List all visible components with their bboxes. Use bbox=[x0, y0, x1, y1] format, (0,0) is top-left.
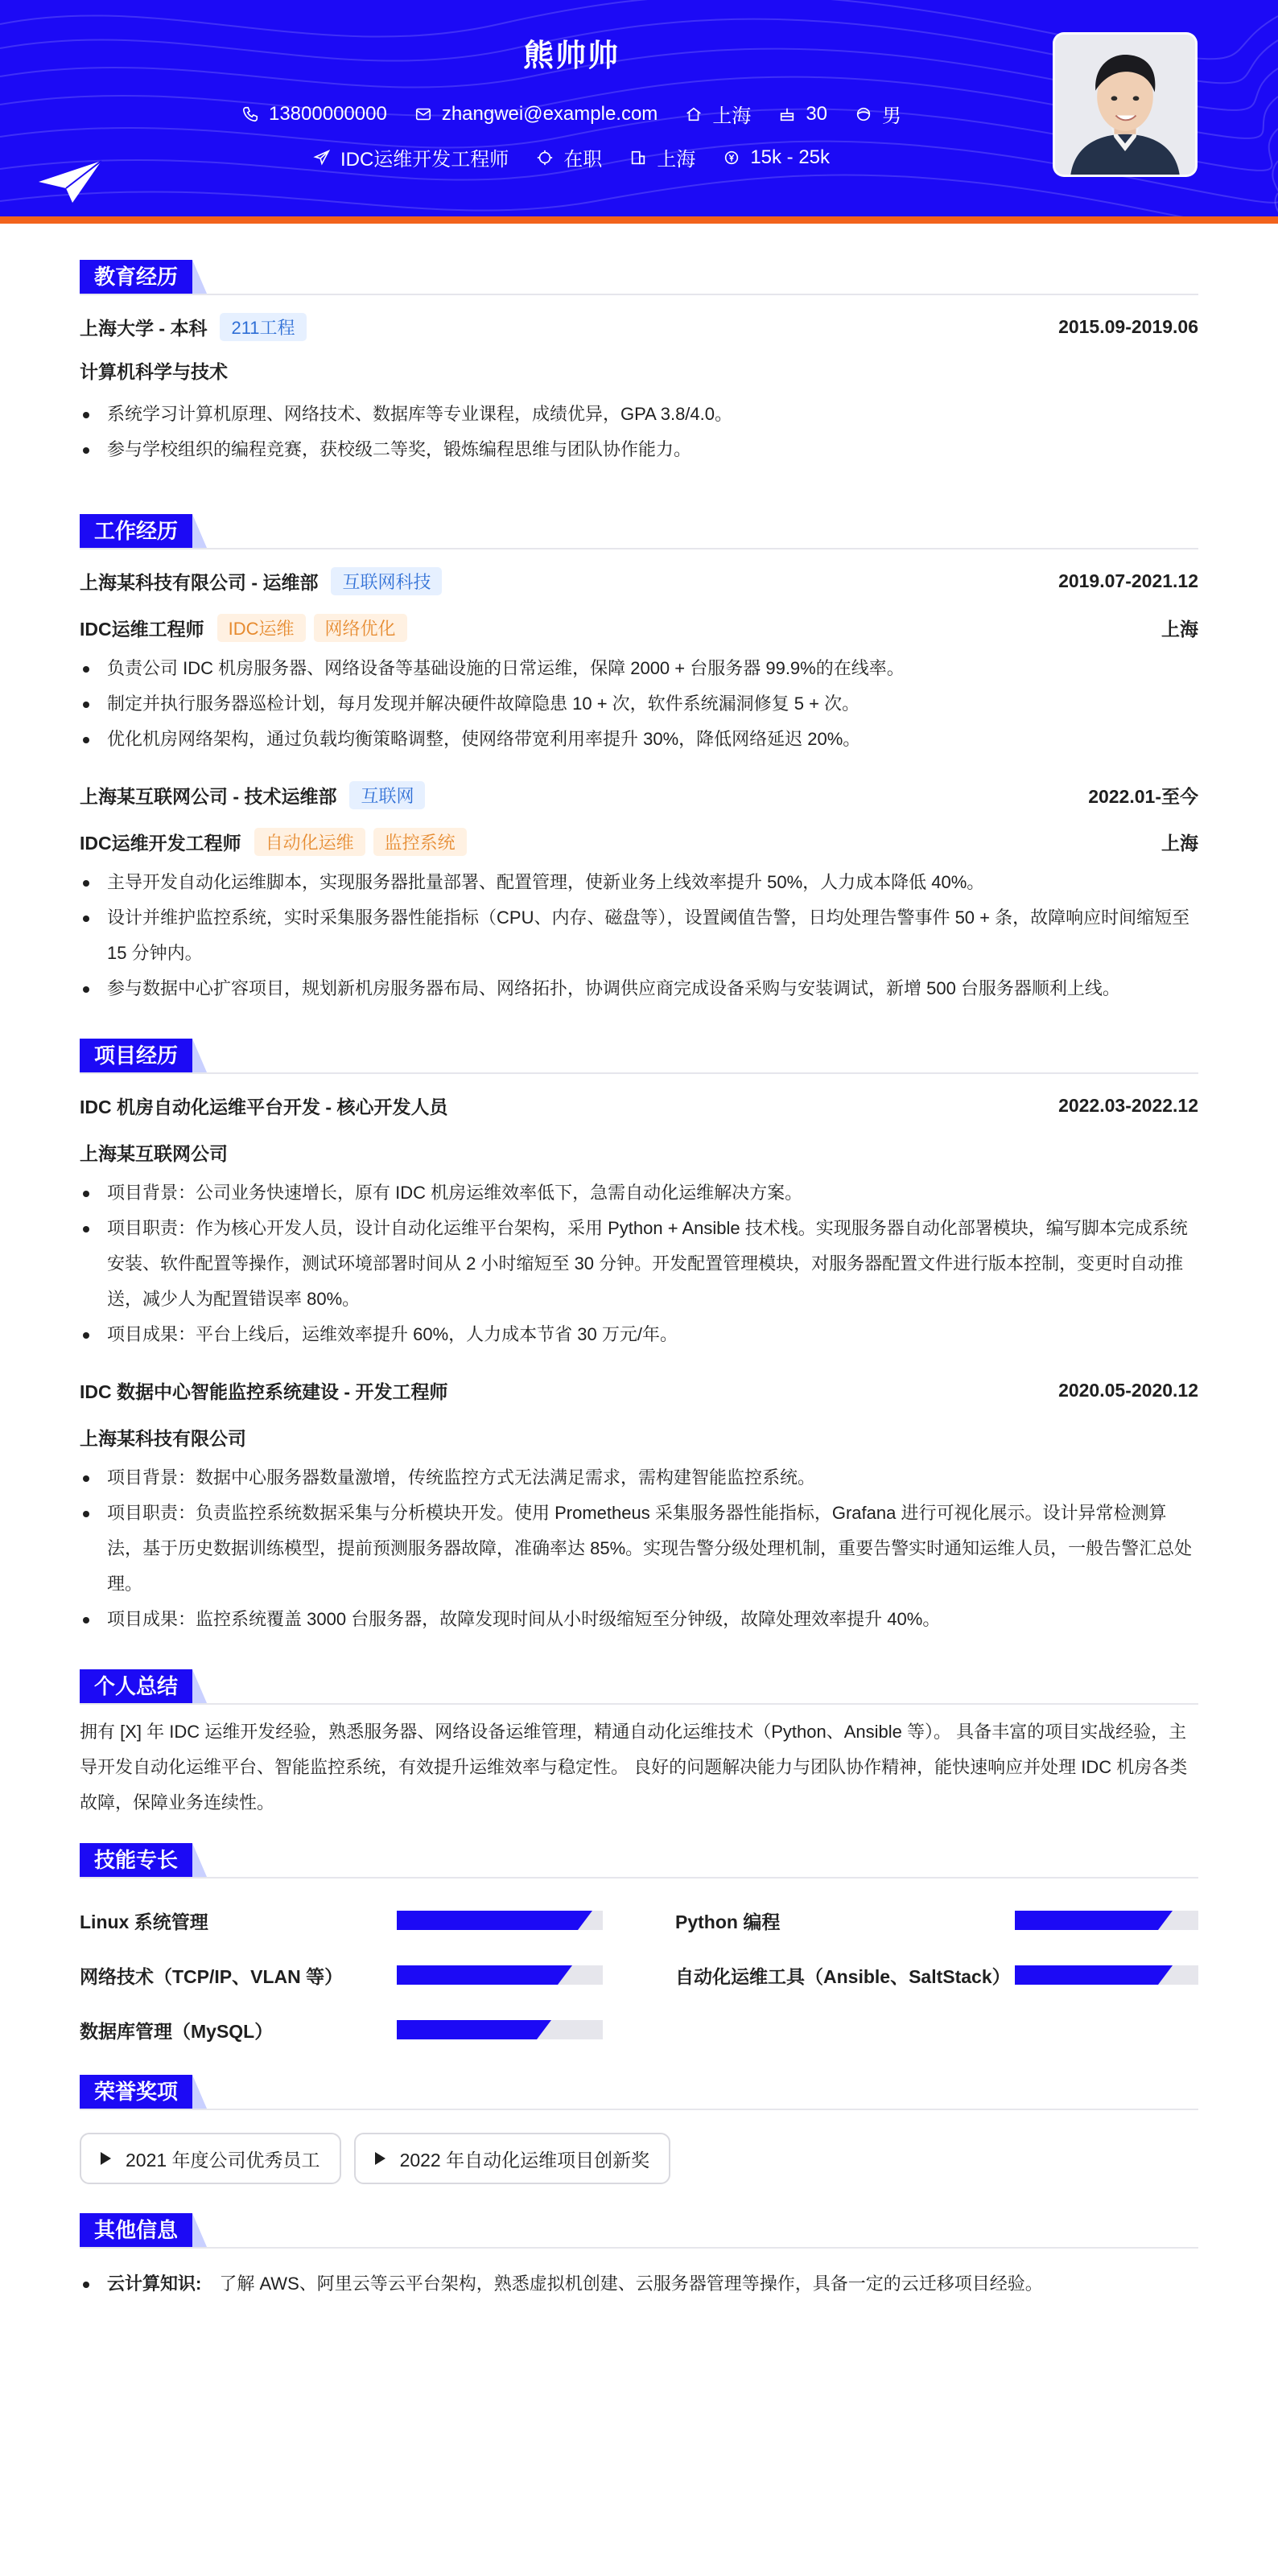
skills-section-title bbox=[80, 1843, 1198, 1879]
honor-chip bbox=[80, 2133, 341, 2184]
list-item: 项目职责：作为核心开发人员，设计自动化运维平台架构，采用 Python + Ansible 技术栈。实现服务器自动化部署模块，编写脚本完成系统安装、软件配置等操作，测试环境部署时间从 2 小时缩短至 30 分钟。开发配置管理模块，对服务器配置文件进行版本控制，变更时自动推送，减少人为配置错误率 80%。 bbox=[80, 1211, 1198, 1317]
gender-text: 男 bbox=[882, 105, 902, 127]
honor-label: 2022 年自动化运维项目创新奖 bbox=[399, 2149, 650, 2171]
avatar-illustration bbox=[1055, 35, 1195, 175]
position-text: IDC运维开发工程师 bbox=[340, 149, 509, 171]
school-name: 上海大学 - 本科 bbox=[80, 317, 208, 339]
skill-item bbox=[80, 1893, 603, 1948]
work-0-role-tag: 网络优化 bbox=[314, 614, 407, 642]
skill-bar-fill bbox=[1015, 1911, 1158, 1930]
skill-bar bbox=[397, 1911, 603, 1930]
skill-item bbox=[675, 1893, 1198, 1948]
summary-text: 拥有 [X] 年 IDC 运维开发经验，熟悉服务器、网络设备运维管理，精通自动化运维技术（Python、Ansible 等）。 具备丰富的项目实战经验，主导开发自动化运维平台、智能监控系统，有效提升运维效率与稳定性。 良好的问题解决能力与团队协作精神，能快速响应并处理 IDC 机房各类故障，保障业务连续性。 bbox=[80, 1722, 1188, 1813]
honor-chip bbox=[354, 2133, 671, 2184]
send-icon bbox=[313, 149, 331, 167]
work-0-bullets bbox=[80, 651, 1198, 757]
other-info-key: 云计算知识: bbox=[107, 2274, 202, 2294]
list-item: 制定并执行服务器巡检计划，每月发现并解决硬件故障隐患 10 + 次，软件系统漏洞修复 5 + 次。 bbox=[80, 686, 1198, 722]
school-tag-badge: 211工程 bbox=[220, 313, 306, 341]
work-0-header-row bbox=[80, 558, 1198, 604]
work-1-header-row bbox=[80, 772, 1198, 818]
age-item bbox=[778, 103, 827, 126]
work-title-tag: 工作经历 bbox=[80, 514, 192, 548]
projects-section-title bbox=[80, 1039, 1198, 1074]
honors-section-title bbox=[80, 2075, 1198, 2110]
list-item: 负责公司 IDC 机房服务器、网络设备等基础设施的日常运维，保障 2000 + 台服务器 99.9%的在线率。 bbox=[80, 651, 1198, 686]
list-item: 项目背景：数据中心服务器数量激增，传统监控方式无法满足需求，需构建智能监控系统。 bbox=[80, 1460, 1198, 1496]
email-icon bbox=[414, 105, 432, 123]
list-item bbox=[80, 2266, 1198, 2302]
project-1-company-row bbox=[80, 1414, 1198, 1460]
list-item: 项目成果：平台上线后，运维效率提升 60%，人力成本节省 30 万元/年。 bbox=[80, 1317, 1198, 1352]
other-info-value: 了解 AWS、阿里云等云平台架构，熟悉虚拟机创建、云服务器管理等操作，具备一定的云迁移项目经验。 bbox=[219, 2274, 1043, 2294]
candidate-name: 熊帅帅 bbox=[522, 39, 620, 73]
project-0-header-row bbox=[80, 1082, 1198, 1129]
phone-icon bbox=[241, 105, 259, 123]
salary-item bbox=[723, 146, 830, 169]
project-1-period: 2020.05-2020.12 bbox=[1058, 1379, 1198, 1401]
honor-label: 2021 年度公司优秀员工 bbox=[126, 2149, 320, 2171]
honors-list bbox=[80, 2133, 1198, 2184]
work-1-industry-badge: 互联网 bbox=[349, 781, 425, 809]
status-item bbox=[536, 143, 602, 171]
other-section-title bbox=[80, 2213, 1198, 2249]
education-section-title bbox=[80, 260, 1198, 295]
money-icon bbox=[723, 149, 740, 167]
summary-title-tag: 个人总结 bbox=[80, 1669, 192, 1703]
work-1-role: IDC运维开发工程师 bbox=[80, 832, 241, 854]
skill-bar-fill bbox=[397, 1911, 578, 1930]
job-intent-row bbox=[0, 143, 1143, 171]
skill-label: Python 编程 bbox=[675, 1911, 781, 1932]
list-item: 参与数据中心扩容项目，规划新机房服务器布局、网络拓扑，协调供应商完成设备采购与安装调试，新增 500 台服务器顺利上线。 bbox=[80, 971, 1198, 1006]
status-text: 在职 bbox=[563, 149, 603, 171]
project-1-bullets bbox=[80, 1460, 1198, 1637]
location-text: 上海 bbox=[712, 105, 752, 127]
project-0-period: 2022.03-2022.12 bbox=[1058, 1094, 1198, 1116]
list-item: 优化机房网络架构，通过负载均衡策略调整，使网络带宽利用率提升 30%，降低网络延迟 20%。 bbox=[80, 722, 1198, 757]
home-icon bbox=[685, 105, 703, 123]
project-1-title: IDC 数据中心智能监控系统建设 - 开发工程师 bbox=[80, 1381, 448, 1402]
location-item bbox=[685, 100, 751, 128]
salary-text: 15k - 25k bbox=[750, 146, 831, 168]
major-row bbox=[80, 350, 1198, 390]
email-text: zhangwei@example.com bbox=[441, 102, 658, 125]
list-item: 项目职责：负责监控系统数据采集与分析模块开发。使用 Prometheus 采集服务器性能指标，Grafana 进行可视化展示。设计异常检测算法，基于历史数据训练模型，提前预测服务器故障，准确率达 85%。实现告警分级处理机制，重要告警实时通知运维人员，一般告警汇总处理。 bbox=[80, 1496, 1198, 1602]
other-info-list bbox=[80, 2266, 1198, 2302]
work-0-role-tag: IDC运维 bbox=[217, 614, 306, 642]
skill-item bbox=[80, 2002, 603, 2057]
list-item: 设计并维护监控系统，实时采集服务器性能指标（CPU、内存、磁盘等），设置阈值告警，日均处理告警事件 50 + 条，故障响应时间缩短至 15 分钟内。 bbox=[80, 900, 1198, 971]
project-1-company: 上海某科技有限公司 bbox=[80, 1427, 246, 1449]
skill-label: 网络技术（TCP/IP、VLAN 等） bbox=[80, 1965, 344, 1987]
skill-label: 数据库管理（MySQL） bbox=[80, 2020, 274, 2042]
project-0-title: IDC 机房自动化运维平台开发 - 核心开发人员 bbox=[80, 1096, 448, 1117]
cake-icon bbox=[778, 105, 796, 123]
work-1-role-tag: 自动化运维 bbox=[254, 828, 365, 856]
work-0-role-row bbox=[80, 604, 1198, 651]
other-title-tag: 其他信息 bbox=[80, 2213, 192, 2247]
projects-title-tag: 项目经历 bbox=[80, 1039, 192, 1072]
work-0-city: 上海 bbox=[1161, 618, 1198, 640]
resume-body bbox=[80, 231, 1198, 2302]
work-1-company: 上海某互联网公司 - 技术运维部 bbox=[80, 785, 337, 807]
skill-bar bbox=[397, 2020, 603, 2039]
project-0-company: 上海某互联网公司 bbox=[80, 1142, 228, 1164]
project-0-bullets bbox=[80, 1175, 1198, 1352]
city-item bbox=[629, 143, 695, 171]
work-1-role-tag: 监控系统 bbox=[373, 828, 467, 856]
summary-section-title bbox=[80, 1669, 1198, 1705]
list-item: 参与学校组织的编程竞赛，获校级二等奖，锻炼编程思维与团队协作能力。 bbox=[80, 432, 1198, 467]
paper-plane-icon bbox=[37, 158, 105, 206]
skill-item bbox=[80, 1948, 603, 2002]
skills-grid bbox=[80, 1893, 1198, 2057]
skill-item bbox=[675, 1948, 1198, 2002]
play-triangle-icon bbox=[375, 2152, 385, 2165]
skill-bar-fill bbox=[397, 2020, 537, 2039]
play-triangle-icon bbox=[101, 2152, 111, 2165]
work-0-period: 2019.07-2021.12 bbox=[1058, 570, 1198, 591]
skill-bar-fill bbox=[1015, 1965, 1158, 1985]
skills-title-tag: 技能专长 bbox=[80, 1843, 192, 1877]
skill-bar bbox=[397, 1965, 603, 1985]
work-1-role-row bbox=[80, 818, 1198, 865]
position-item bbox=[313, 143, 509, 171]
education-bullets bbox=[80, 397, 1198, 467]
list-item: 项目成果：监控系统覆盖 3000 台服务器，故障发现时间从小时级缩短至分钟级，故障处理效率提升 40%。 bbox=[80, 1602, 1198, 1637]
city-text: 上海 bbox=[657, 149, 696, 171]
list-item: 项目背景：公司业务快速增长，原有 IDC 机房运维效率低下，急需自动化运维解决方案。 bbox=[80, 1175, 1198, 1211]
work-section-title bbox=[80, 514, 1198, 549]
phone-text: 13800000000 bbox=[268, 102, 387, 125]
skill-bar bbox=[1015, 1911, 1198, 1930]
list-item: 系统学习计算机原理、网络技术、数据库等专业课程，成绩优异，GPA 3.8/4.0。 bbox=[80, 397, 1198, 432]
status-icon bbox=[536, 149, 554, 167]
resume-header bbox=[0, 0, 1278, 224]
work-0-company: 上海某科技有限公司 - 运维部 bbox=[80, 571, 319, 593]
work-0-industry-badge: 互联网科技 bbox=[331, 567, 442, 595]
building-icon bbox=[629, 149, 647, 167]
profile-photo bbox=[1053, 32, 1198, 177]
email-item bbox=[414, 103, 658, 126]
gender-icon bbox=[855, 105, 872, 123]
work-1-bullets bbox=[80, 865, 1198, 1006]
education-period: 2015.09-2019.06 bbox=[1058, 315, 1198, 337]
work-1-city: 上海 bbox=[1161, 832, 1198, 854]
work-1-period: 2022.01-至今 bbox=[1088, 785, 1198, 807]
contact-row bbox=[0, 100, 1143, 128]
gender-item bbox=[855, 100, 901, 128]
education-header-row bbox=[80, 303, 1198, 350]
skill-label: Linux 系统管理 bbox=[80, 1911, 208, 1932]
project-0-company-row bbox=[80, 1129, 1198, 1175]
work-0-role: IDC运维工程师 bbox=[80, 618, 204, 640]
list-item: 主导开发自动化运维脚本，实现服务器批量部署、配置管理，使新业务上线效率提升 50%，人力成本降低 40%。 bbox=[80, 865, 1198, 900]
education-title-tag: 教育经历 bbox=[80, 260, 192, 294]
skill-bar-fill bbox=[397, 1965, 558, 1985]
age-text: 30 bbox=[806, 102, 828, 125]
skill-bar bbox=[1015, 1965, 1198, 1985]
phone-item bbox=[241, 103, 387, 126]
project-1-header-row bbox=[80, 1367, 1198, 1414]
skill-label: 自动化运维工具（Ansible、SaltStack） bbox=[675, 1965, 1011, 1987]
major-name: 计算机科学与技术 bbox=[80, 360, 228, 382]
honors-title-tag: 荣誉奖项 bbox=[80, 2075, 192, 2109]
